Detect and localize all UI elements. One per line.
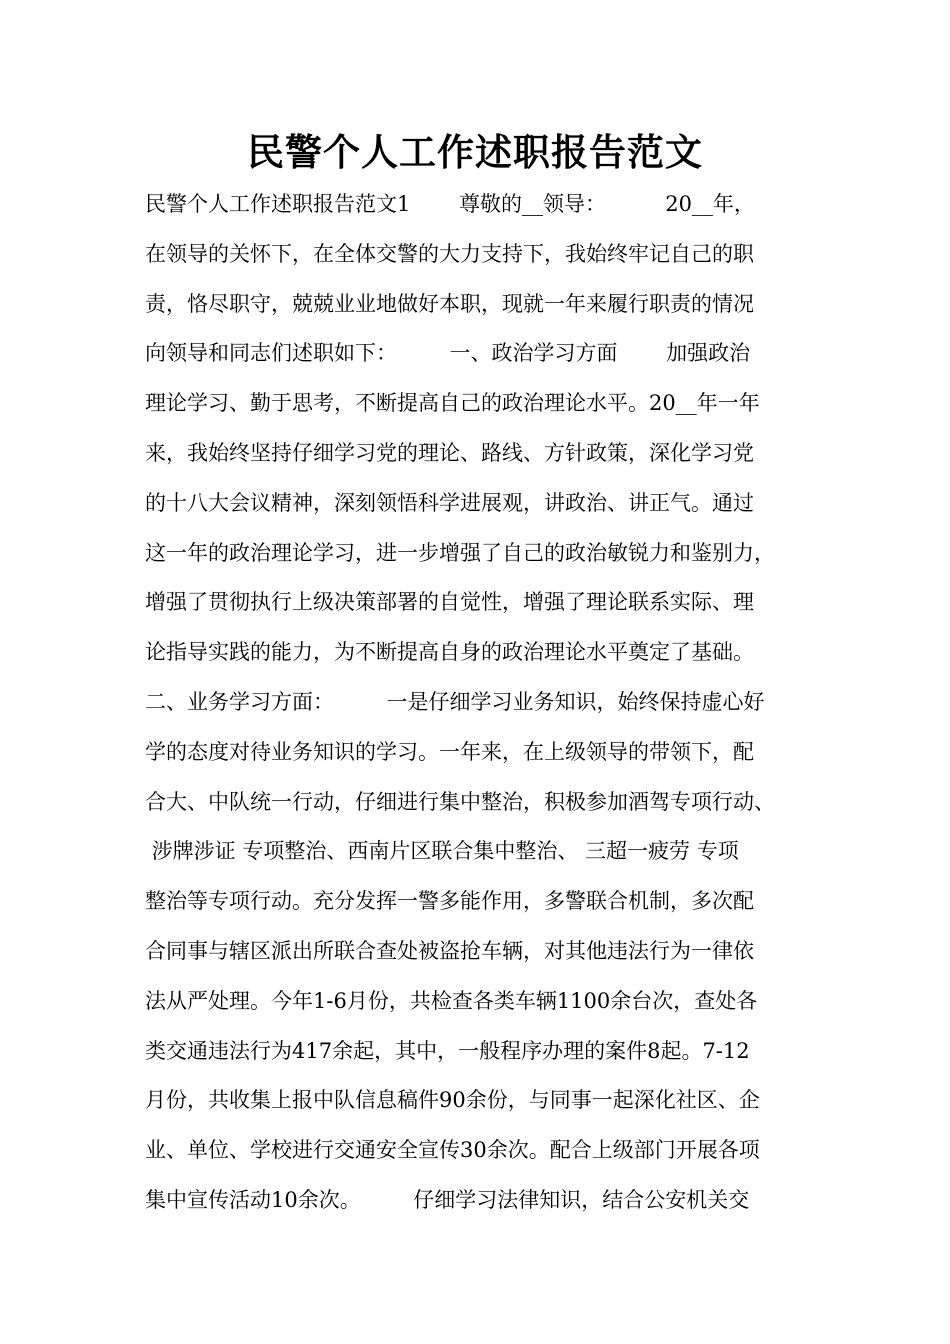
body-line-3: 责，恪尽职守，兢兢业业地做好本职，现就一年来履行职责的情况	[145, 291, 754, 316]
document-title: 民警个人工作述职报告范文	[247, 130, 703, 174]
body-line-10: 论指导实践的能力，为不断提高自身的政治理论水平奠定了基础。	[145, 640, 754, 665]
body-line-2: 在领导的关怀下，在全体交警的大力支持下，我始终牢记自己的职	[145, 241, 754, 266]
body-line-1: 民警个人工作述职报告范文1 尊敬的__领导： 20__年，	[145, 192, 755, 216]
body-line-18: 类交通违法行为417余起，其中，一般程序办理的案件8起。7-12	[145, 1038, 750, 1063]
body-line-20: 业、单位、学校进行交通安全宣传30余次。配合上级部门开展各项	[145, 1138, 760, 1163]
body-line-7: 的十八大会议精神，深刻领悟科学进展观，讲政治、讲正气。通过	[145, 490, 754, 515]
body-line-16: 合同事与辖区派出所联合查处被盗抢车辆，对其他违法行为一律依	[145, 938, 754, 963]
body-line-12: 学的态度对待业务知识的学习。一年来，在上级领导的带领下，配	[145, 739, 754, 764]
body-line-15: 整治等专项行动。充分发挥一警多能作用，多警联合机制，多次配	[145, 889, 754, 914]
body-line-8: 这一年的政治理论学习，进一步增强了自己的政治敏锐力和鉴别力，	[145, 540, 775, 565]
body-line-11: 二、业务学习方面： 一是仔细学习业务知识，始终保持虚心好	[145, 689, 765, 714]
body-line-9: 增强了贯彻执行上级决策部署的自觉性，增强了理论联系实际、理	[145, 590, 754, 615]
body-line-19: 月份，共收集上报中队信息稿件90余份，与同事一起深化社区、企	[145, 1088, 760, 1113]
body-line-6: 来，我始终坚持仔细学习党的理论、路线、方针政策，深化学习党	[145, 440, 754, 465]
body-line-4: 向领导和同志们述职如下： 一、政治学习方面 加强政治	[145, 341, 751, 366]
body-line-17: 法从严处理。今年1-6月份，共检查各类车辆1100余台次，查处各	[145, 988, 758, 1013]
document-body	[145, 180, 825, 1226]
body-line-14: 涉牌涉证 专项整治、西南片区联合集中整治、 三超一疲劳 专项	[145, 839, 739, 864]
body-line-21: 集中宣传活动10余次。 仔细学习法律知识，结合公安机关交	[145, 1187, 750, 1212]
body-line-5: 理论学习、勤于思考，不断提高自己的政治理论水平。20__年一年	[145, 391, 760, 416]
body-line-13: 合大、中队统一行动，仔细进行集中整治，积极参加酒驾专项行动、	[145, 789, 775, 814]
